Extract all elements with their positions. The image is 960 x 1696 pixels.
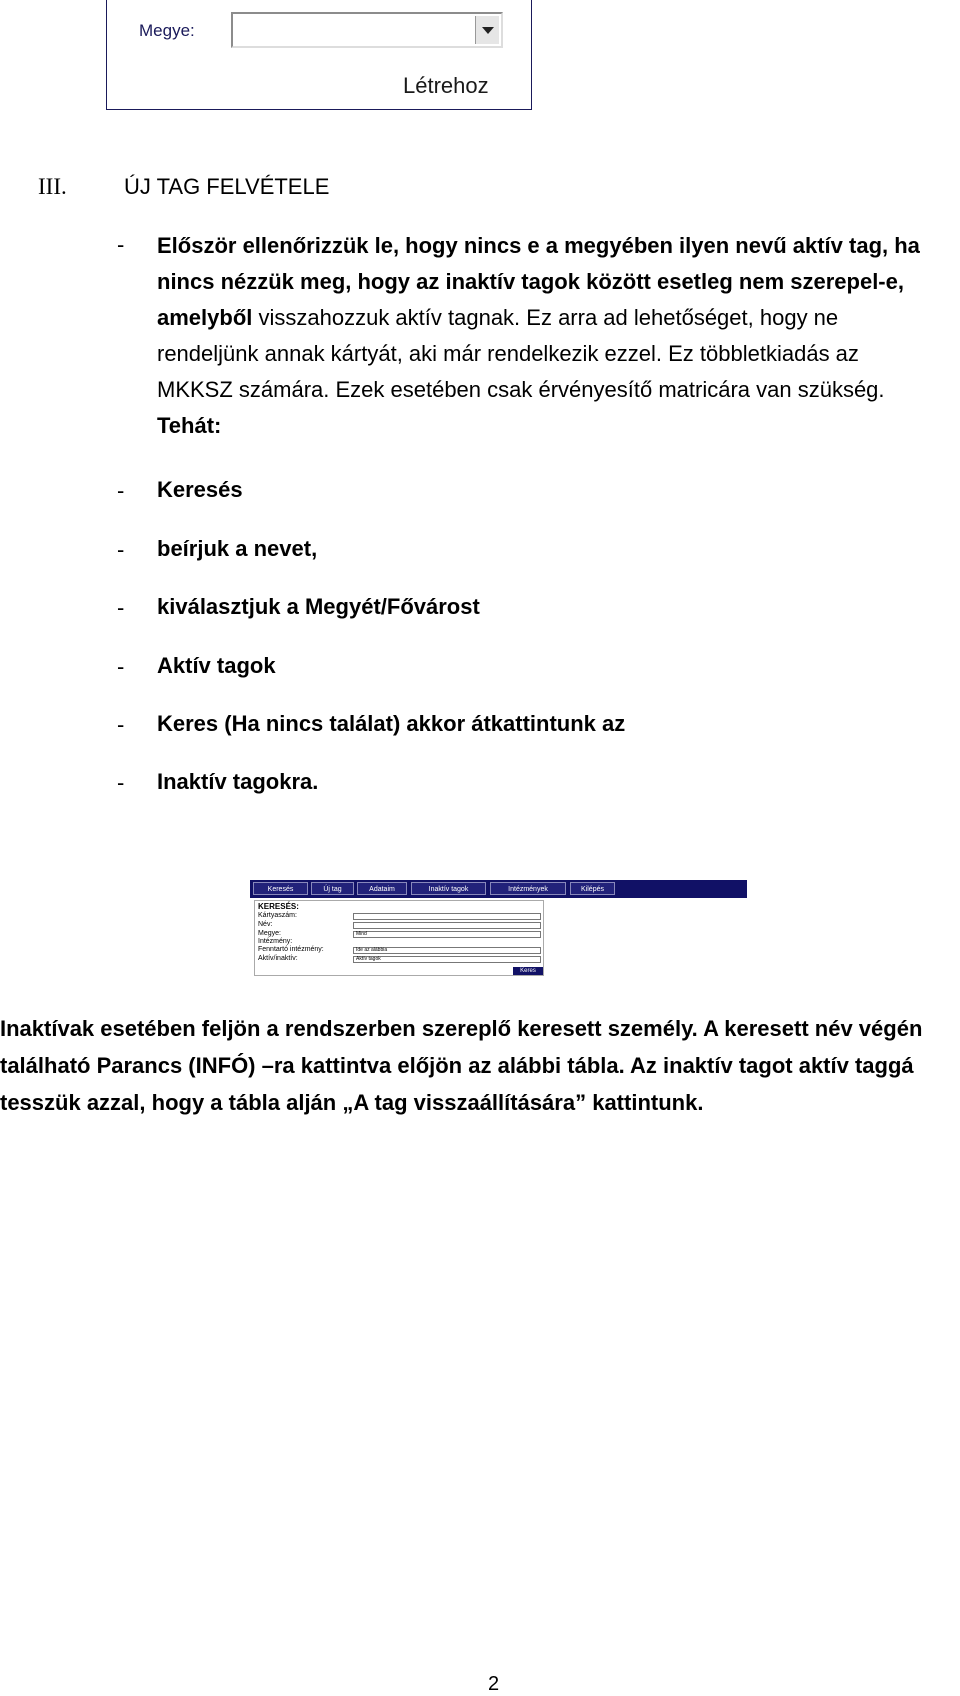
- nav-kilepes: Kilépés: [570, 882, 615, 895]
- row-label: Kártyaszám:: [258, 912, 297, 919]
- row-field: Ide az alábbia: [353, 947, 541, 954]
- intro-line: MKKSZ számára. Ezek esetében csak érvényesítő matricára van szükség.: [157, 377, 885, 402]
- page-number: 2: [488, 1673, 500, 1695]
- nav-inaktiv-tagok: Inaktív tagok: [411, 882, 486, 895]
- create-button[interactable]: Létrehoz: [403, 73, 489, 98]
- row-label: Aktív/inaktív:: [258, 955, 298, 962]
- row-field: [353, 922, 541, 929]
- section-title: ÚJ TAG FELVÉTELE: [124, 174, 330, 199]
- list-item: Inaktív tagokra.: [157, 769, 319, 794]
- intro-line: [157, 300, 957, 336]
- list-dash: -: [117, 595, 125, 620]
- intro-line-bold-part: amelyből: [157, 305, 253, 330]
- list-dash: -: [117, 478, 125, 503]
- row-field: [353, 913, 541, 920]
- list-dash: -: [117, 770, 125, 795]
- nav-uj-tag: Új tag: [311, 882, 354, 895]
- search-screenshot: [250, 880, 747, 976]
- row-label: Fenntartó intézmény:: [258, 946, 324, 953]
- intro-line: Először ellenőrizzük le, hogy nincs e a megyében ilyen nevű aktív tag, ha: [157, 233, 920, 258]
- section-number: III.: [38, 174, 67, 199]
- intro-line: nincs nézzük meg, hogy az inaktív tagok között esetleg nem szerepel-e,: [157, 269, 904, 294]
- create-form-box: [106, 0, 532, 110]
- list-dash: -: [117, 232, 125, 257]
- list-item: beírjuk a nevet,: [157, 536, 318, 561]
- megye-label: Megye:: [139, 21, 195, 40]
- nav-bar: [250, 880, 747, 898]
- intro-paragraph: [157, 228, 957, 444]
- intro-line: rendeljünk annak kártyát, aki már rendelkezik ezzel. Ez többletkiadás az: [157, 341, 859, 366]
- bottom-line: található Parancs (INFÓ) –ra kattintva előjön az alábbi tábla. Az inaktív tagot aktív taggá: [0, 1053, 914, 1078]
- list-dash: -: [117, 654, 125, 679]
- list-item: Keresés: [157, 477, 243, 502]
- list-item: kiválasztjuk a Megyét/Fővárost: [157, 594, 480, 619]
- nav-keresés: Keresés: [253, 882, 308, 895]
- row-label: Intézmény:: [258, 938, 293, 945]
- megye-select[interactable]: [231, 12, 503, 48]
- bottom-line: Inaktívak esetében feljön a rendszerben szereplő keresett személy. A keresett név végén: [0, 1016, 923, 1041]
- list-item: Aktív tagok: [157, 653, 276, 678]
- panel-title: KERESÉS:: [258, 902, 299, 911]
- bottom-line: tesszük azzal, hogy a tábla alján „A tag visszaállítására” kattintunk.: [0, 1090, 704, 1115]
- search-button: Keres: [513, 967, 543, 975]
- list-dash: -: [117, 712, 125, 737]
- list-dash: -: [117, 537, 125, 562]
- intro-line-part: visszahozzuk aktív tagnak. Ez arra ad lehetőséget, hogy ne: [252, 305, 839, 330]
- nav-intezmenyek: Intézmények: [490, 882, 566, 895]
- row-label: Megye:: [258, 930, 281, 937]
- intro-line: Tehát:: [157, 413, 222, 438]
- search-panel: [254, 900, 544, 976]
- row-field: Aktív tagok: [353, 956, 541, 963]
- row-label: Név:: [258, 921, 273, 928]
- list-item: Keres (Ha nincs találat) akkor átkattintunk az: [157, 711, 626, 736]
- chevron-down-icon[interactable]: [475, 16, 499, 44]
- nav-adataim: Adataim: [357, 882, 407, 895]
- bottom-paragraph: [0, 1010, 960, 1121]
- row-field: Mind: [353, 931, 541, 938]
